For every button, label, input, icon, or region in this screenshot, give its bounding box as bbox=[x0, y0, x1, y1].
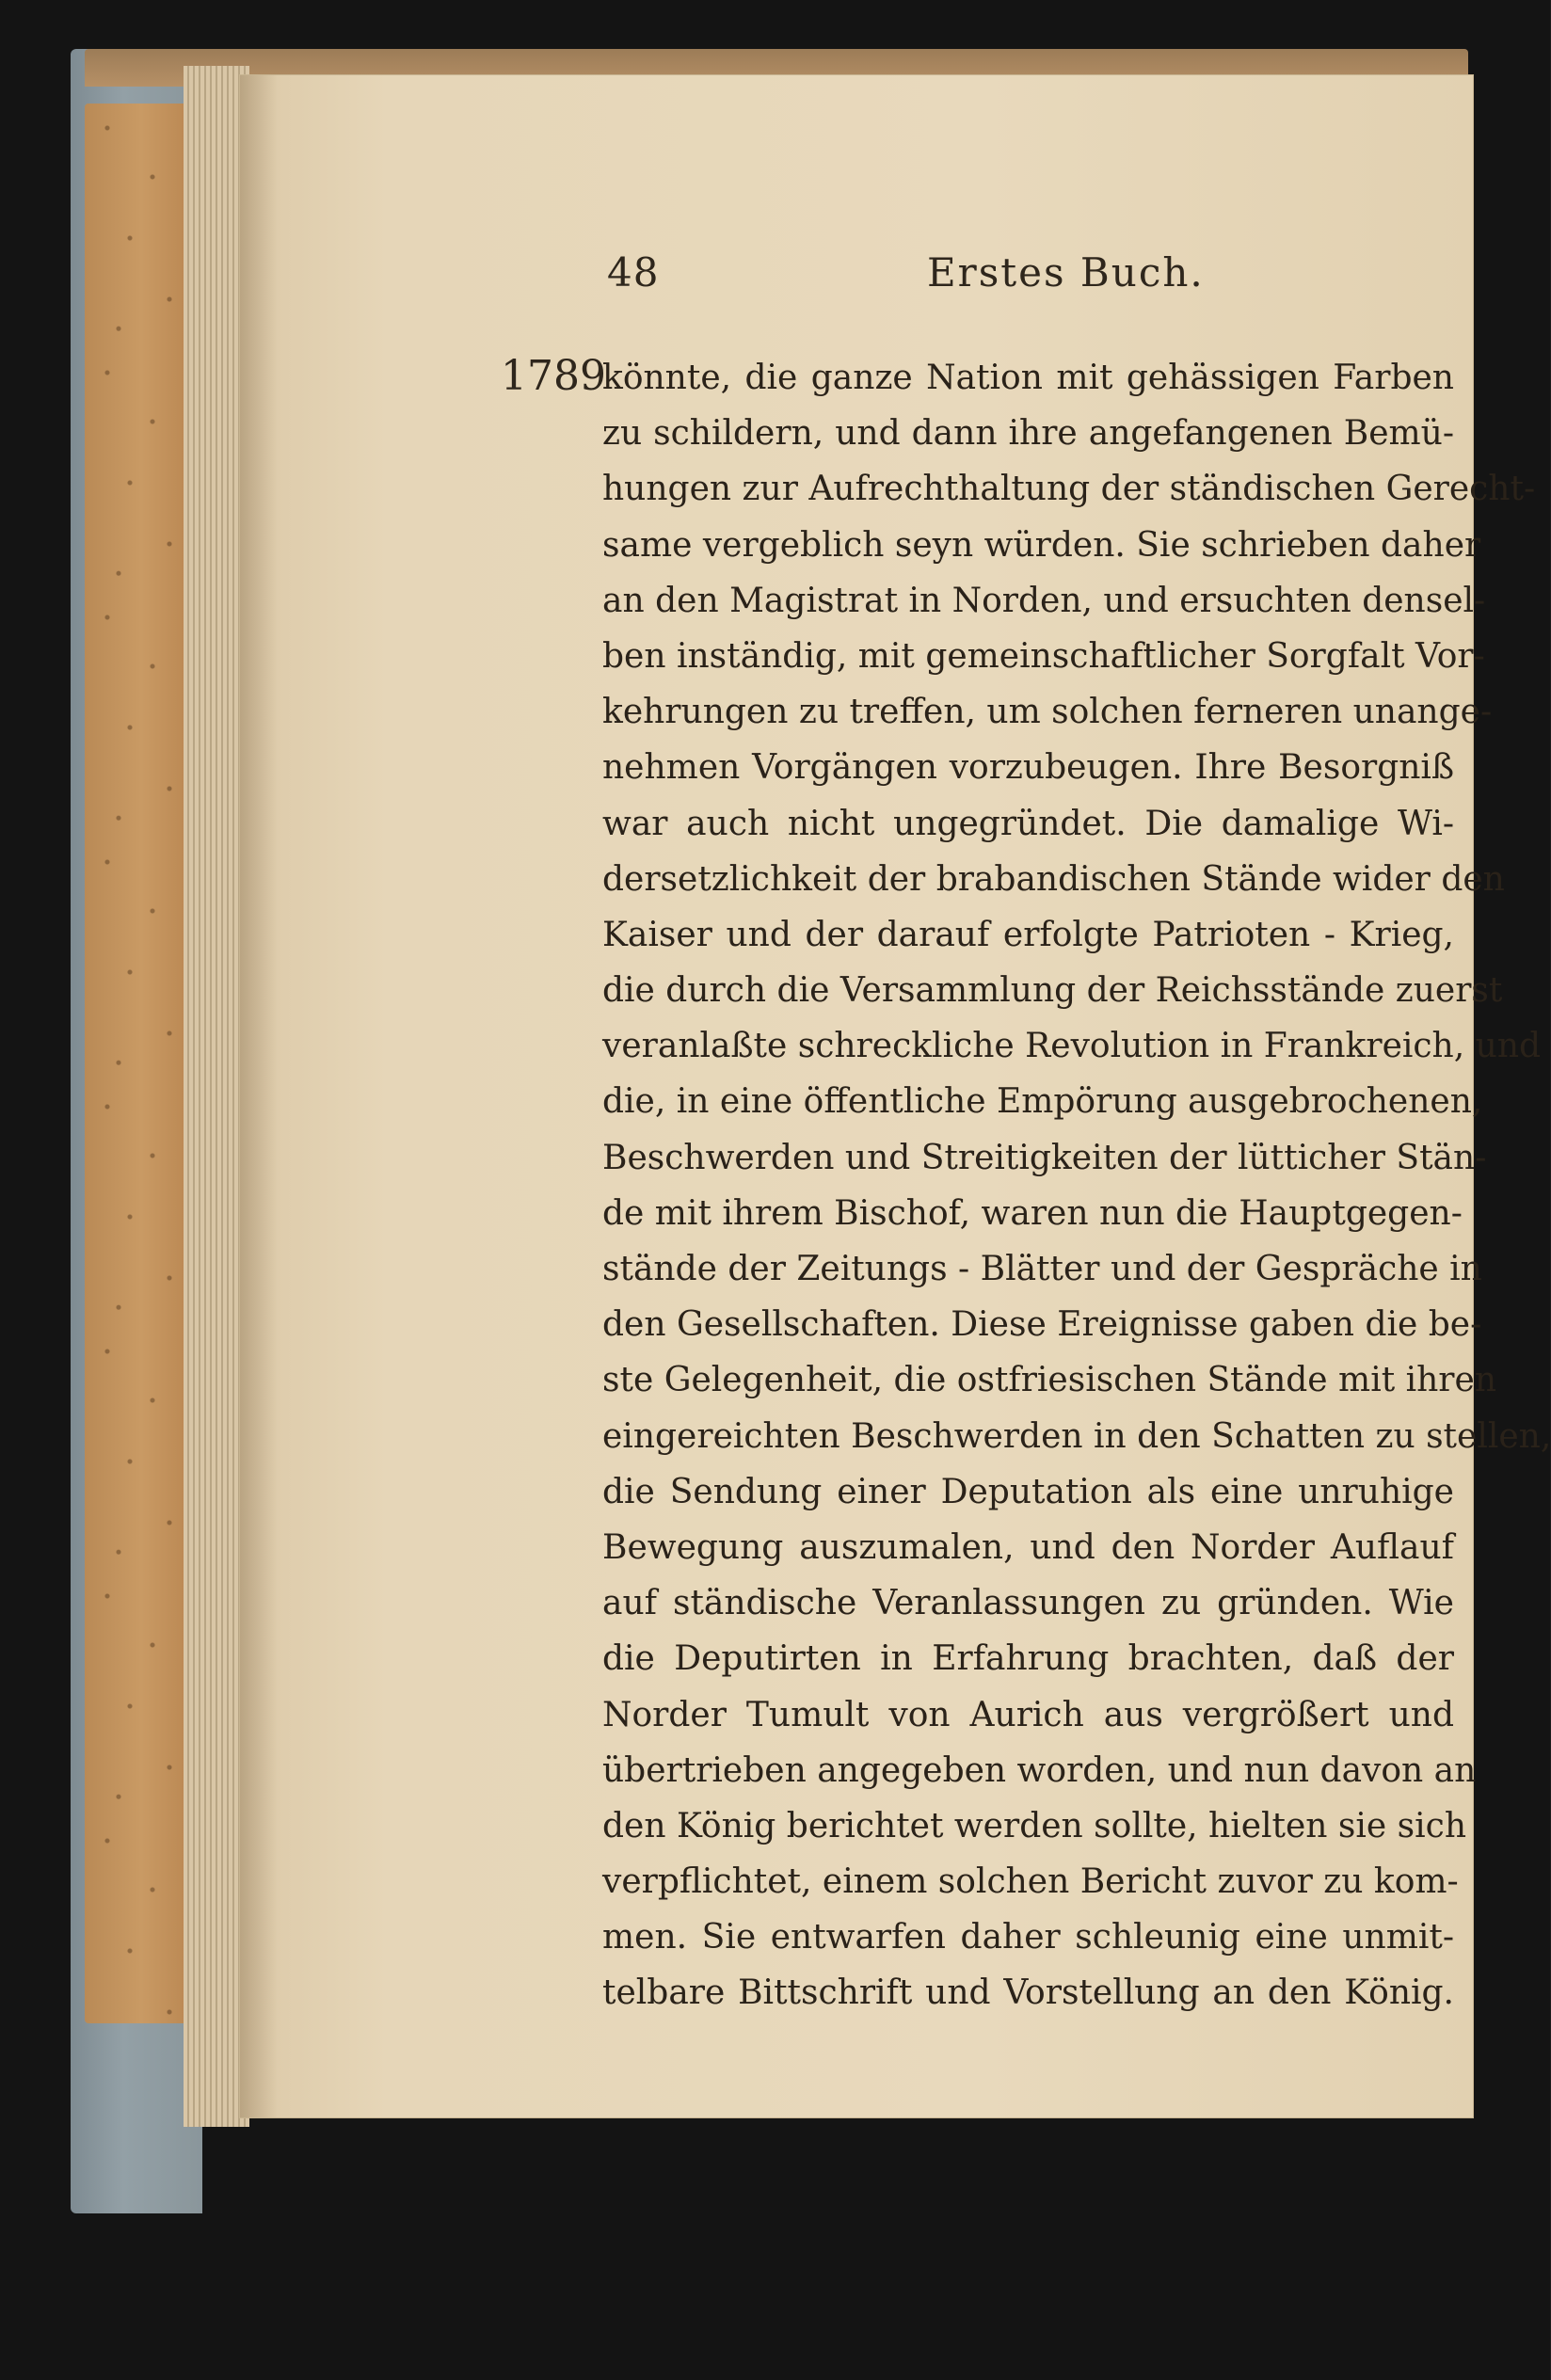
text-line: ste Gelegenheit, die ostfriesischen Stände mit ihren bbox=[602, 1361, 1497, 1400]
text-line: an den Magistrat in Norden, und ersuchten densel- bbox=[602, 581, 1486, 620]
text-line: den König berichtet werden sollte, hielten sie sich bbox=[602, 1806, 1466, 1845]
margin-year-note: 1789 bbox=[501, 352, 606, 400]
text-line: die Deputirten in Erfahrung brachten, daß der bbox=[602, 1639, 1454, 1679]
text-line: die, in eine öffentliche Empörung ausgebrochenen, bbox=[602, 1082, 1483, 1122]
text-line: die Sendung einer Deputation als eine unruhige bbox=[602, 1472, 1454, 1511]
page-number: 48 bbox=[607, 249, 660, 296]
text-line: könnte, die ganze Nation mit gehässigen Farben bbox=[602, 359, 1454, 397]
text-line: same vergeblich seyn würden. Sie schrieben daher bbox=[602, 525, 1481, 565]
gutter-shadow bbox=[240, 75, 278, 2117]
text-line: telbare Bittschrift und Vorstellung an den König. bbox=[602, 1973, 1454, 2013]
text-line: war auch nicht ungegründet. Die damalige Wi- bbox=[602, 804, 1454, 843]
foxing-specks bbox=[85, 104, 198, 2023]
text-line: den Gesellschaften. Diese Ereignisse gaben die be- bbox=[602, 1305, 1482, 1345]
text-line: übertrieben angegeben worden, und nun davon an bbox=[602, 1750, 1477, 1790]
text-line: dersetzlichkeit der brabandischen Stände wider den bbox=[602, 859, 1505, 899]
text-line: Kaiser und der darauf erfolgte Patrioten - Krieg, bbox=[602, 915, 1454, 954]
text-line: ben inständig, mit gemeinschaftlicher Sorgfalt Vor- bbox=[602, 636, 1485, 676]
text-line: veranlaßte schreckliche Revolution in Frankreich, und bbox=[602, 1027, 1542, 1066]
text-line: eingereichten Beschwerden in den Schatten zu stellen, bbox=[602, 1416, 1551, 1456]
text-line: hungen zur Aufrechthaltung der ständischen Gerecht- bbox=[602, 470, 1536, 509]
text-line: men. Sie entwarfen daher schleunig eine unmit- bbox=[602, 1918, 1454, 1957]
text-line: kehrungen zu treffen, um solchen ferneren unange- bbox=[602, 693, 1493, 732]
text-line: auf ständische Veranlassungen zu gründen. Wie bbox=[602, 1584, 1454, 1623]
text-line: de mit ihrem Bischof, waren nun die Hauptgegen- bbox=[602, 1193, 1463, 1233]
text-line: nehmen Vorgängen vorzubeugen. Ihre Besorgniß bbox=[602, 748, 1454, 788]
book-spine-paper bbox=[85, 104, 198, 2023]
text-line: stände der Zeitungs - Blätter und der Gespräche in bbox=[602, 1250, 1482, 1288]
text-line: Beschwerden und Streitigkeiten der lütticher Stän- bbox=[602, 1138, 1487, 1177]
text-line: Bewegung auszumalen, und den Norder Auflauf bbox=[602, 1527, 1454, 1567]
body-text bbox=[602, 350, 1551, 2021]
text-line: verpflichtet, einem solchen Bericht zuvor zu kom- bbox=[602, 1862, 1459, 1902]
text-line: zu schildern, und dann ihre angefangenen Bemü- bbox=[602, 414, 1454, 454]
text-line: die durch die Versammlung der Reichsstände zuerst bbox=[602, 971, 1503, 1011]
text-line: Norder Tumult von Aurich aus vergrößert und bbox=[602, 1695, 1454, 1734]
running-head: Erstes Buch. bbox=[927, 249, 1205, 296]
